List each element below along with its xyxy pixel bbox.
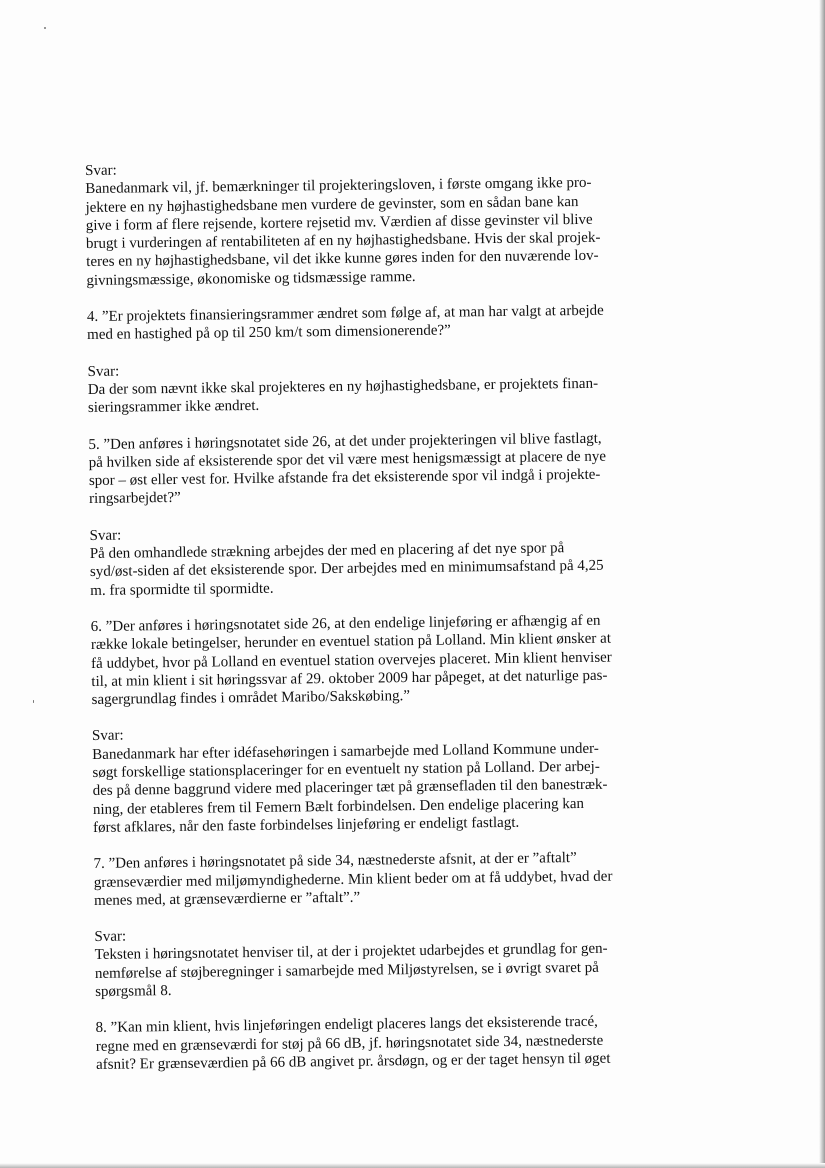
answer-block (87, 356, 628, 417)
answer-heading: Svar: (89, 527, 122, 544)
text-line: 6. ”Der anføres i høringsnotatet side 26, at den endelige linjeføring er afhængig af en (90, 612, 601, 635)
text-line: På den omhandlede strækning arbejdes der med en placering af det nye spor på (89, 540, 565, 563)
text-line: spor – øst eller vest for. Hvilke afstande fra det eksisterende spor vil indgå i projekte- (88, 466, 601, 490)
text-line: til, at min klient i sit høringssvar af 29. oktober 2009 har påpeget, at det naturlige pas- (91, 667, 608, 690)
text-line: m. fra spormidte til spormidte. (90, 580, 274, 599)
answer-block (92, 721, 633, 837)
text-line: des på denne baggrund videre med placeringer tæt på grænsefladen til den banestræk- (92, 776, 608, 800)
text-line: på hvilken side af eksisterende spor det vil være mest henigsmæssigt at placere de nye (88, 448, 607, 471)
text-line: give i form af flere rejsende, kortere rejsetid mv. Værdien af disse gevinster vil blive (85, 211, 593, 234)
question-6-block (91, 611, 632, 709)
text-line: ringsarbejdet?” (89, 490, 181, 508)
text-line: 8. ”Kan min klient, hvis linjeføringen endeligt placeres langs det eksisterende tracé, (95, 1014, 598, 1037)
scan-edge-shadow (819, 0, 825, 1168)
text-line: teres en ny højhastighedsbane, vil det ikke kunne gøres inden for den nuværende lov- (86, 248, 599, 271)
answer-heading: Svar: (85, 162, 117, 179)
text-line: afsnit? Er grænseværdien på 66 dB angivet pr. årsdøgn, og er der taget hensyn til øget (95, 1050, 611, 1073)
text-line: jektere en ny højhastighedsbane men vurdere de gevinster, som en sådan bane kan (85, 193, 579, 216)
text-line: række lokale betingelser, herunder en eventuel station på Lolland. Min klient ønsker at (90, 630, 612, 654)
text-line: ning, der etableres frem til Femern Bælt forbindelsen. Den endelige placering kan (92, 795, 585, 818)
text-line: nemførelse af støjberegninger i samarbejde med Miljøstyrelsen, se i øvrigt svaret på (94, 959, 599, 982)
text-line: med en hastighed på op til 250 km/t som dimensionerende?” (87, 322, 451, 344)
text-line: søgt forskellige stationsplaceringer for en eventuelt ny station på Lolland. Der arbej- (92, 758, 600, 781)
text-line: Banedanmark har efter idéfasehøringen i samarbejde med Lolland Kommune under- (92, 740, 599, 763)
text-line: 4. ”Er projektets finansieringsrammer ændret som følge af, at man har valgt at arbejde (86, 302, 604, 326)
text-line: få uddybet, hvor på Lolland en eventuel station overvejes placeret. Min klient henviser (91, 649, 612, 672)
text-line: sagergrundlag findes i området Maribo/Sakskøbing.” (91, 688, 411, 709)
text-line: brugt i vurderingen af rentabiliteten af en ny højhastighedsbane. Hvis der skal projek- (85, 229, 601, 253)
answer-heading: Svar: (91, 727, 124, 745)
text-line: 5. ”Den anføres i høringsnotatet side 26, at det under projekteringen vil blive fastlagt, (88, 430, 602, 453)
document-body (85, 155, 636, 1092)
text-line: Banedanmark vil, jf. bemærkninger til projekteringsloven, i første omgang ikke pro- (85, 175, 592, 198)
text-line: grænseværdier med miljømyndighederne. Min klient beder om at få uddybet, hvad der (93, 868, 613, 891)
scan-speck (33, 700, 34, 703)
text-line: menes med, at grænseværdierne er ”aftalt”.” (93, 889, 361, 909)
answer-block (85, 155, 627, 290)
answer-heading: Svar: (94, 928, 127, 946)
answer-heading: Svar: (87, 363, 120, 380)
text-line: Teksten i høringsnotatet henviser til, at der i projektet udarbejdes et grundlag for gen- (94, 941, 608, 964)
answer-block (89, 520, 630, 600)
text-line: givningsmæssige, økonomiske og tidsmæssige ramme. (86, 268, 416, 289)
text-line: spørgsmål 8. (95, 982, 172, 1000)
question-5-block (88, 429, 629, 509)
text-line: først afklares, når den faste forbindelses linjeføring er endeligt fastlagt. (93, 814, 520, 836)
text-line: sieringsrammer ikke ændret. (87, 398, 260, 417)
scan-speck (44, 27, 46, 29)
scan-edge-shadow (0, 1163, 825, 1168)
answer-block (94, 921, 635, 1001)
text-line: syd/øst-siden af det eksisterende spor. Der arbejdes med en minimumsafstand på 4,25 (89, 558, 604, 581)
text-line: Da der som nævnt ikke skal projekteres en ny højhastighedsbane, er projektets finan- (87, 375, 599, 398)
text-line: 7. ”Den anføres i høringsnotatet på side 34, næstnederste afsnit, at der er ”aftalt” (93, 850, 577, 873)
question-4-block (87, 301, 627, 344)
question-7-block (93, 849, 634, 910)
question-8-block (95, 1013, 636, 1074)
text-line: regne med en grænseværdi for støj på 66 dB, jf. høringsnotatet side 34, næstnederste (95, 1032, 604, 1055)
